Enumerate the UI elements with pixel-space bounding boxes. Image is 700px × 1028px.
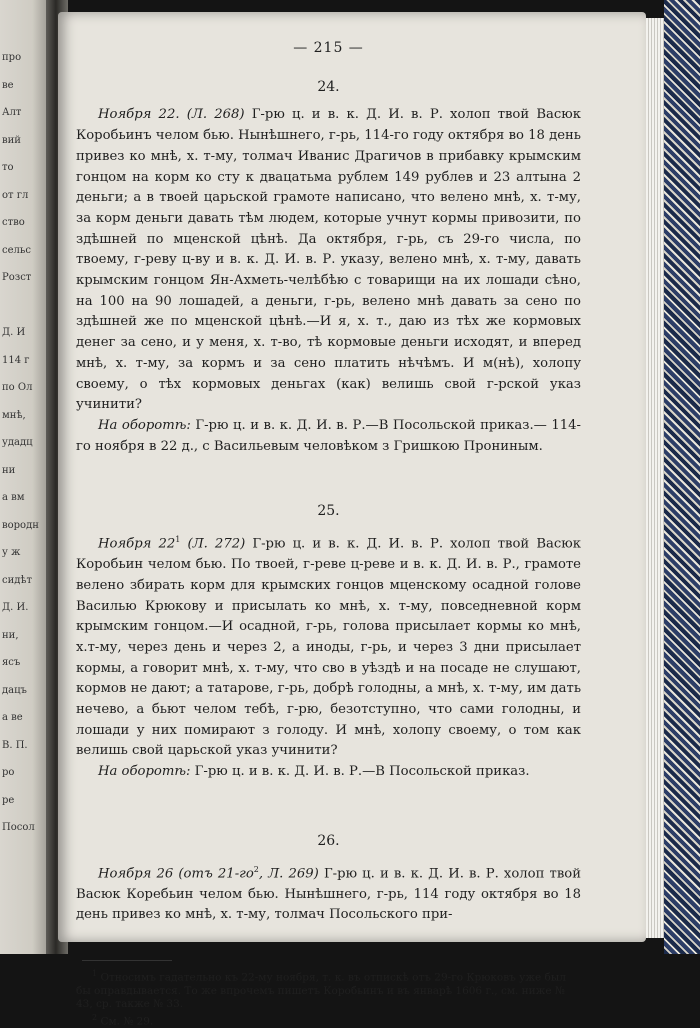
left-page-text-fragment: ни, (2, 629, 19, 641)
left-page-text-fragment: Алт (2, 107, 22, 118)
left-page-text-fragment: по Ол (2, 382, 33, 393)
footnote-ref: 2 (253, 864, 259, 874)
left-page-text-fragment: а вм (2, 492, 25, 503)
left-page-text-fragment: удадц (2, 437, 33, 448)
left-page-text-fragment: то (2, 162, 14, 173)
left-page-text-fragment: В. П. (2, 739, 28, 751)
footnote-text: См. № 29. (100, 1015, 154, 1028)
left-page-text-fragment: ясъ (2, 657, 21, 668)
document-paragraph (76, 105, 581, 416)
footnote-mark: 1 (92, 969, 98, 979)
document-text: Г-рю ц. и в. к. Д. И. в. Р. холоп твой Васюк Коробьинъ челом бью. Нынѣшнего, г-рь, 114-го году октября во 18 день привез ко мнѣ, х. т-му, толмач Иванис Драгичов в прибавку крымским гонцом на корм ко сту к двацатьма рублем 149 рублев и 23 алтына 2 деньги; а в твоей царьской грамоте написано, что велено мнѣ, х. т-му, за корм деньги давать тѣм людем, которые учнут кормы привозити, по здѣшней по мценской цѣнѣ. Да октября, г-рь, съ 29-го числа, по твоему, г-реву ц-ву и в. к. Д. И. в. Р. указу, велено мнѣ, х. т-му, давать крымским гонцом Ян-Ахметь-челѣбѣю с товарищи на их лошади сѣно, на 100 на 90 лошадей, а деньги, г-рь, велено мнѣ давать за сено по здѣшней же по мценской цѣнѣ.—И я, х. т., даю из тѣх же кормовых денег за сено, и у меня, х. т-во, тѣ кормовые деньги исходят, и вперед мнѣ, х. т-му, за кормъ и за сено платить нѣчѣмъ. И м(нѣ), холопу своему, о тѣх кормовых деньгах (как) велишь свой г-рской указ учинити? (76, 107, 581, 413)
left-page-text-fragment: сидѣт (2, 574, 32, 586)
left-page-text-fragment: ро (2, 767, 15, 778)
left-page-text-fragment: вий (2, 134, 21, 146)
footnote-rule (82, 960, 172, 961)
document-paragraph (76, 530, 581, 762)
left-page-text-fragment: Розст (2, 272, 32, 283)
left-page-text-fragment: ре (2, 794, 15, 806)
left-page-text-fragment: ство (2, 217, 25, 228)
footnote (76, 1011, 581, 1028)
left-page-text-fragment: ве (2, 79, 14, 91)
reverse-note-text: Г-рю ц. и в. к. Д. И. в. Р.—В Посольской приказ.— 114-го ноября в 22 д., с Васильевым человѣком з Гришкою Прониным. (76, 417, 582, 454)
reverse-note-label: На оборотѣ: (98, 764, 191, 780)
left-page-text-fragment: а ве (2, 712, 23, 723)
reverse-note-text: Г-рю ц. и в. к. Д. И. в. Р.—В Посольской приказ. (194, 764, 530, 780)
footnote-text: Относимъ гадательно къ 22-му ноября, т. к. въ отпискѣ отъ 29-го Крюковъ уже был бы оправдывается. То же впрочемъ пишетъ Коробьинъ и въ январѣ 1606 г., см. ниже № 43, ср. также № 33. (76, 971, 566, 1010)
left-page-text-fragment: Д. И (2, 327, 26, 338)
left-page-text-fragment: сельс (2, 244, 31, 256)
book-cover-edge (664, 0, 700, 954)
section-number: 25. (317, 503, 340, 520)
document-date: Ноября 26 (отъ 21-го (98, 865, 254, 881)
left-page-text-fragment: у ж (2, 547, 21, 558)
section-number: 24. (317, 78, 340, 95)
document-text: Г-рю ц. и в. к. Д. И. в. Р. холоп твой Васюк Коробьин челом бью. По твоей, г-реве ц-реве и в. к. Д. И. в. Р., грамоте велено збирать корм для крымских гонцов мценскому осадной голове Василью Крюкову и присылать ко мнѣ, х. т-му, повседневной корм крымским гонцом.—И осадной, г-рь, голова присылает кормы ко мнѣ, х.т-му, через день и через 2, а иноды, г-рь, и через 3 дни присылает кормы, а говорит мнѣ, х. т-му, что сво в уѣздѣ и на посаде не слушают, кормов не дают; а татарове, г-рь, добрѣ голодны, а мнѣ, х. т-му, им дать нечево, а бьют челом тебѣ, г-рю, безотступно, что сами голодны, и лошади у них помирают з голоду. И мнѣ, холопу своему, о том как велишь свой царьской указ учинити? (76, 536, 581, 759)
document-ref: , Л. 269) (258, 865, 319, 881)
page-number: — 215 — (293, 40, 364, 56)
section-number: 26. (317, 832, 340, 849)
reverse-note-label: На оборотѣ: (98, 417, 191, 433)
reverse-note (76, 416, 581, 457)
reverse-note (76, 762, 581, 783)
left-page-text-fragment: Посол (2, 822, 35, 833)
left-page-text-fragment: про (2, 52, 22, 63)
document-text: Г-рю ц. и в. к. Д. И. в. Р. холоп твой Васюк Коребьин челом бью. Нынѣшнего, г-рь, 114 году октября во 18 день привез ко мнѣ, х. т-му, толмач Посольского при- (76, 865, 581, 923)
page-content (76, 38, 581, 1028)
left-page-text-fragment: Д. И. (2, 602, 29, 613)
left-page-text-fragment: 114 г (2, 354, 30, 366)
left-page-text-fragment: дацъ (2, 684, 27, 696)
document-date: Ноября 22. (Л. 268) (98, 107, 245, 123)
document-paragraph (76, 860, 581, 927)
page-edges (646, 18, 664, 938)
footnote (76, 967, 581, 1011)
left-page-text-fragment: мнѣ, (2, 409, 26, 421)
left-page-text-fragment: вородн (2, 519, 39, 531)
document-ref: (Л. 272) (187, 536, 246, 552)
footnote-mark: 2 (92, 1012, 98, 1022)
footnote-ref: 1 (175, 535, 181, 545)
left-page-text-fragment: от гл (2, 189, 29, 201)
document-date: Ноября 22 (98, 536, 176, 552)
left-page-text-fragment: ни (2, 464, 16, 476)
